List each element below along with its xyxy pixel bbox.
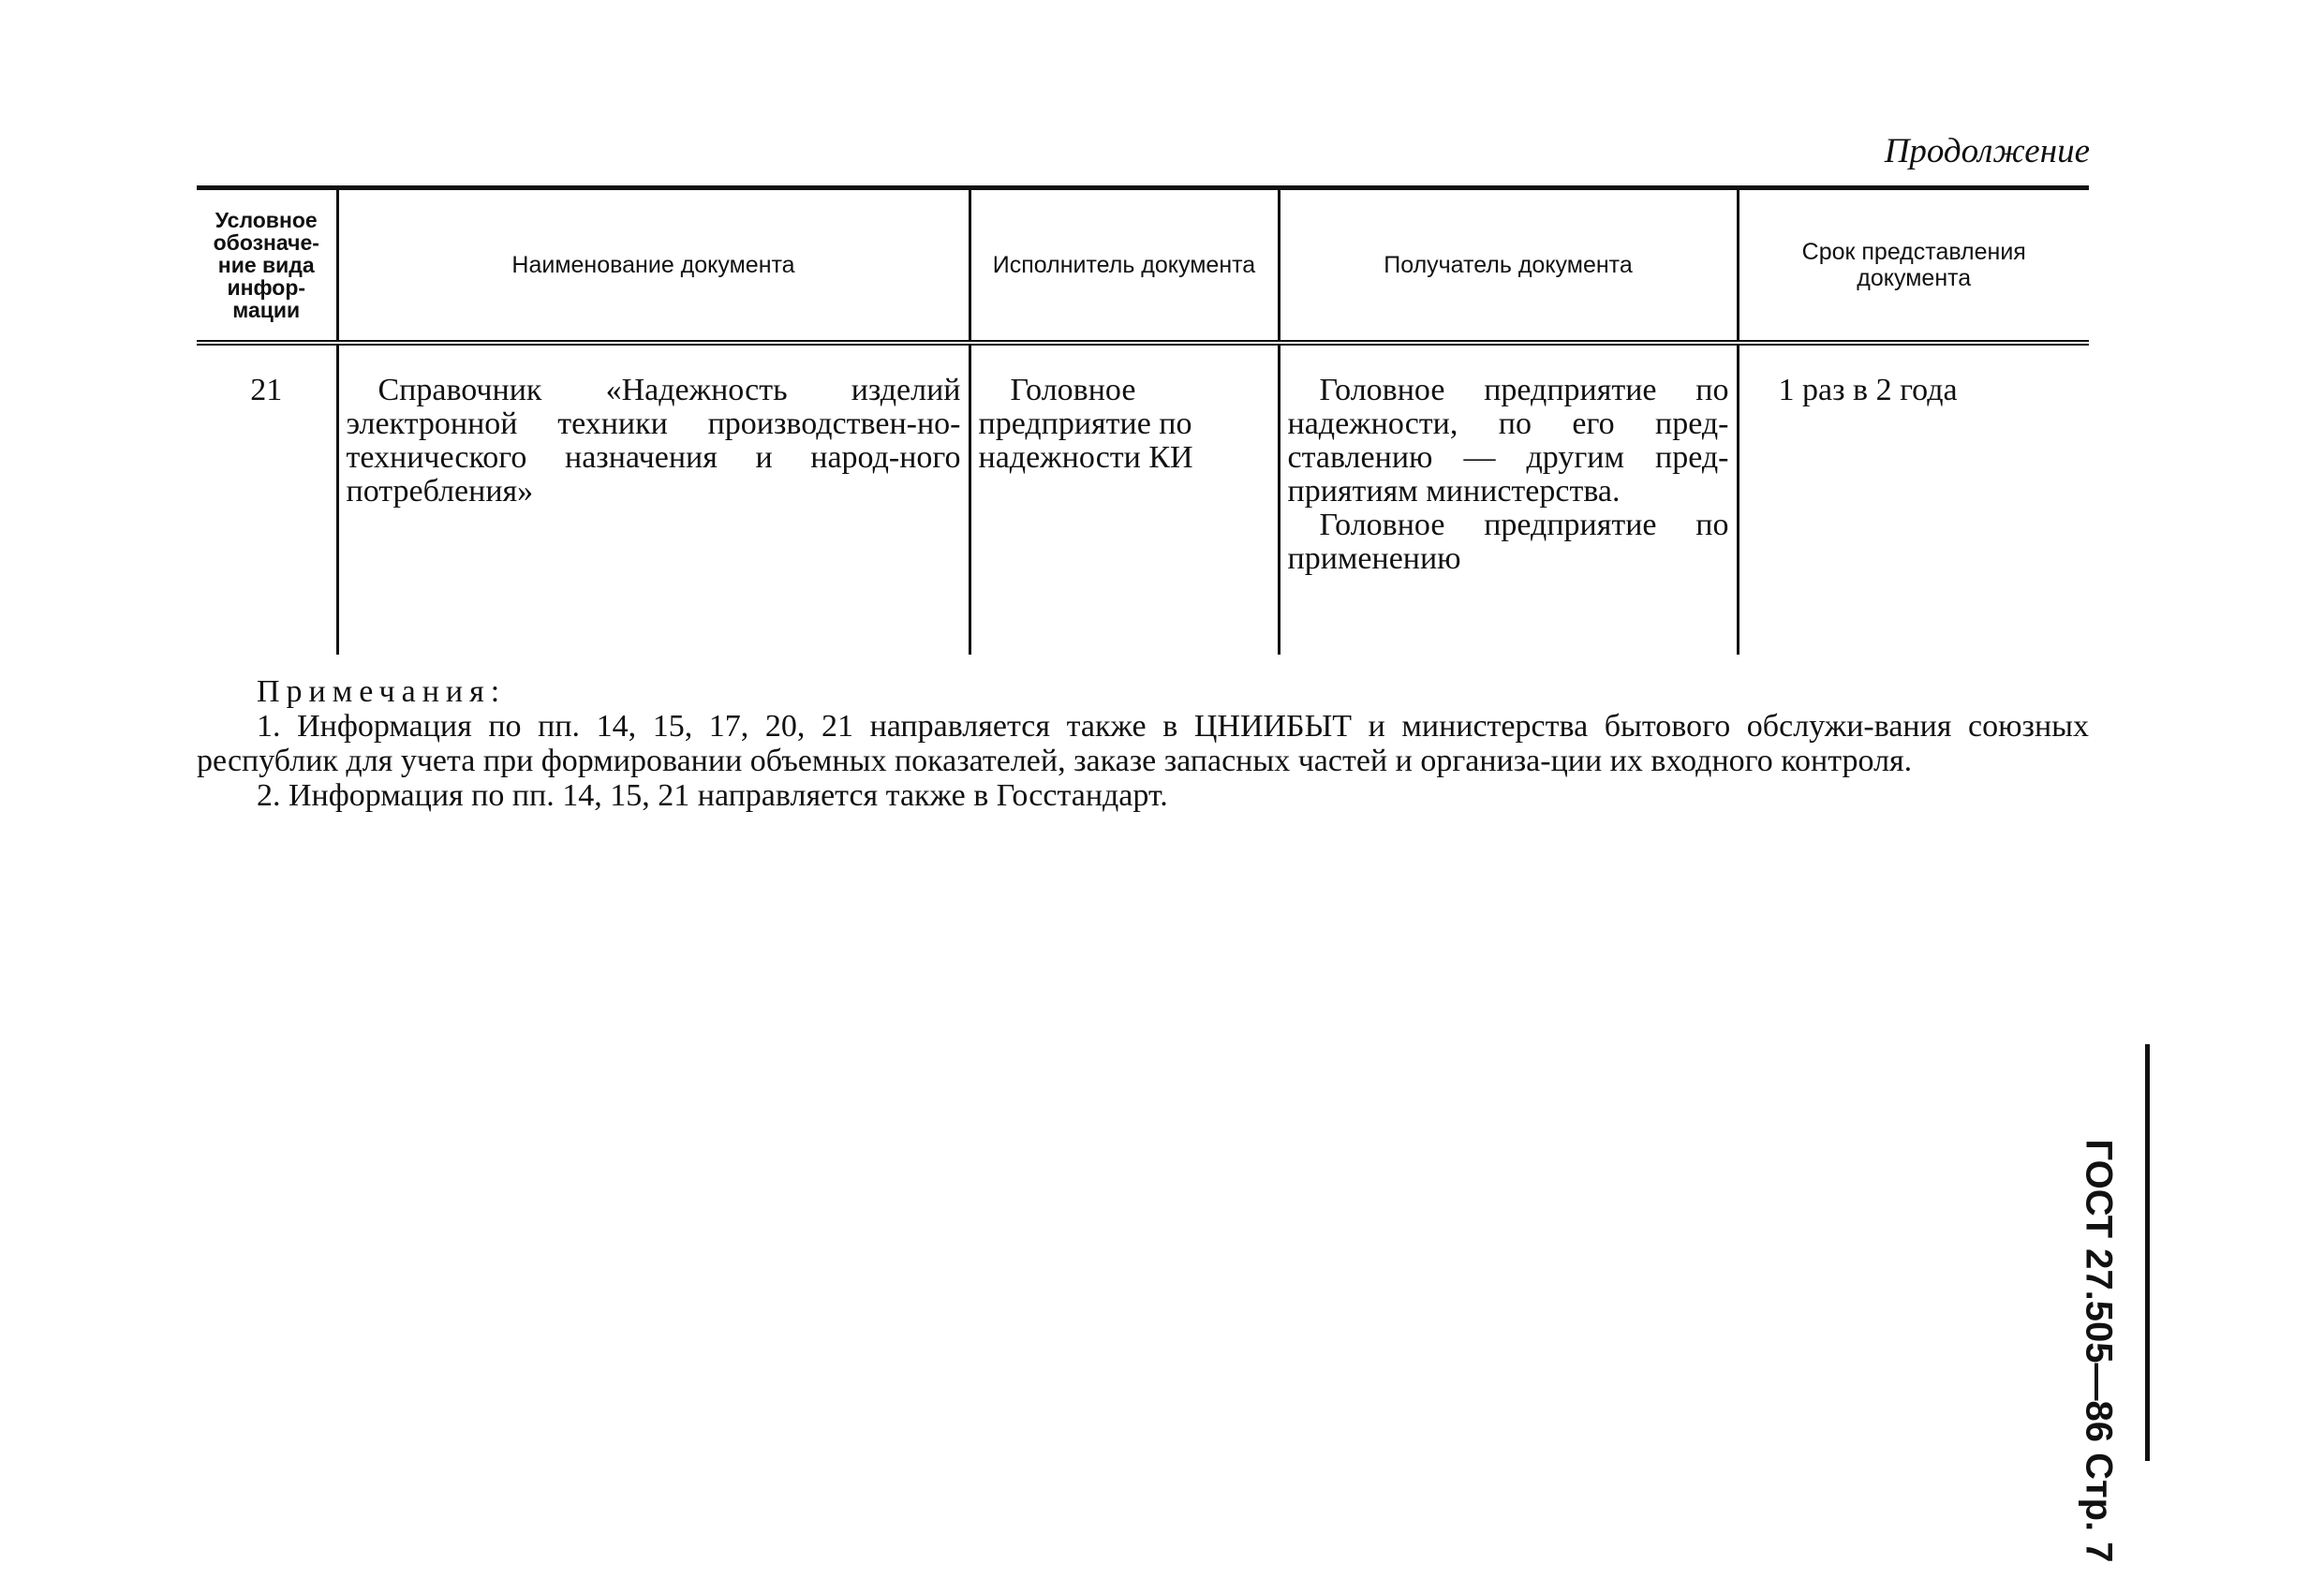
- note-item-1: 1. Информация по пп. 14, 15, 17, 20, 21 направляется также в ЦНИИБЫТ и министерства бытового обслужи-вания союзных республик для учета при формировании объемных показателей, заказе запасных частей и организа-ции их входного контроля.: [197, 709, 2089, 778]
- side-rule: [2145, 1044, 2150, 1461]
- notes-title: Примечания:: [257, 674, 507, 709]
- cell-term-text: 1 раз в 2 года: [1778, 373, 1958, 407]
- header-executor: Исполнитель документа: [970, 188, 1279, 344]
- cell-term: [1738, 343, 2089, 655]
- table-header: [197, 188, 2089, 344]
- header-name: Наименование документа: [337, 188, 970, 344]
- cell-recipient: [1279, 343, 1738, 655]
- cell-name: [337, 343, 970, 655]
- header-recipient: Получатель документа: [1279, 188, 1738, 344]
- header-code: Условное обозначе-ние вида инфор-мации: [197, 188, 337, 344]
- note-item-2: 2. Информация по пп. 14, 15, 21 направляется также в Госстандарт.: [257, 778, 1168, 813]
- cell-executor: [970, 343, 1279, 655]
- header-term: Срок представления документа: [1738, 188, 2089, 344]
- cell-recipient-text-2: Головное предприятие по применению: [1287, 508, 1729, 576]
- cell-executor-text: Головное предприятие по надежности КИ: [978, 373, 1193, 475]
- documents-table: [197, 185, 2089, 655]
- cell-name-text: Справочник «Надежность изделий электронной техники производствен-но-технического назначения и народ-ного потребления»: [346, 373, 961, 509]
- cell-code: 21: [250, 373, 283, 407]
- standard-page-label: ГОСТ 27.505—86 Стр. 7: [2078, 1139, 2120, 1563]
- cell-recipient-text-1: Головное предприятие по надежности, по его пред-ставлению — другим пред-приятиям министерства.: [1287, 373, 1729, 509]
- table-row: [197, 343, 2089, 655]
- continuation-label: Продолжение: [1884, 132, 2090, 170]
- notes-section: [197, 674, 2089, 813]
